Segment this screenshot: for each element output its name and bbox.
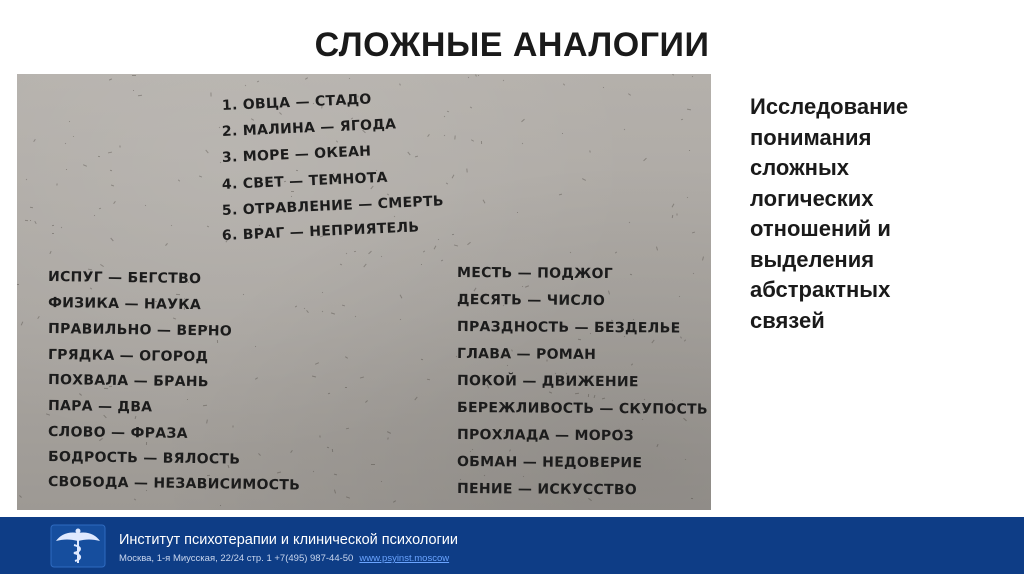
analogy-item: БОДРОСТЬ — ВЯЛОСТЬ [47,449,241,468]
paper-speck [525,285,529,287]
paper-speck [305,77,308,80]
paper-speck [466,168,467,172]
paper-speck [629,222,630,223]
paper-speck [691,498,693,499]
paper-speck [588,394,589,397]
paper-speck [296,170,298,171]
paper-speck [588,498,592,501]
paper-speck [220,162,221,163]
paper-speck [334,474,337,476]
paper-speck [365,400,368,403]
paper-speck [656,444,658,447]
description-line: абстрактных [750,277,891,302]
paper-speck [400,319,401,320]
institute-name: Институт психотерапии и клинической психологии [119,532,459,548]
paper-speck [332,449,333,452]
numbered-analogy-item: 2. МАЛИНА — ЯГОДА [221,116,397,140]
paper-speck [342,305,345,307]
paper-speck [354,251,356,252]
description-line: понимания [750,124,872,150]
paper-speck [470,451,471,452]
paper-speck [434,245,437,249]
analogy-item: СВОБОДА — НЕЗАВИСИМОСТЬ [47,474,301,494]
paper-speck [644,399,645,400]
paper-speck [73,136,74,137]
paper-speck [100,264,104,267]
paper-speck [371,464,375,465]
analogy-item: ОБМАН — НЕДОВЕРИЕ [456,454,643,472]
paper-speck [615,251,617,253]
paper-speck [291,191,294,192]
paper-speck [381,256,382,257]
paper-speck [394,216,395,217]
paper-speck [421,359,423,361]
paper-speck [454,135,455,139]
paper-speck [562,133,563,134]
paper-speck [522,286,523,287]
paper-speck [470,106,472,108]
paper-speck [549,391,552,393]
paper-speck [387,431,391,434]
paper-speck [334,489,336,493]
paper-speck [110,238,113,242]
paper-speck [66,169,67,170]
analogy-item: МЕСТЬ — ПОДЖОГ [456,265,614,283]
analogy-item: ПАРА — ДВА [47,398,153,416]
paper-speck [642,419,643,420]
paper-speck [683,418,687,421]
paper-speck [363,264,366,268]
paper-speck [199,175,202,177]
paper-speck [441,260,443,262]
paper-speck [400,294,403,298]
paper-speck [187,399,188,400]
paper-speck [61,227,62,228]
paper-speck [522,143,523,144]
paper-speck [257,81,259,83]
address-text: Москва, 1-я Миусская, 22/24 стр. 1 +7(495) 987-44-50 [119,553,354,564]
numbered-analogy-item: 5. ОТРАВЛЕНИЕ — СМЕРТЬ [221,193,445,219]
paper-speck [602,398,605,400]
paper-speck [25,220,28,221]
analogy-item: СЛОВО — ФРАЗА [47,424,188,442]
paper-speck [17,284,19,285]
paper-speck [444,116,445,117]
paper-speck [290,450,293,453]
paper-speck [689,150,690,151]
paper-speck [98,156,100,157]
paper-speck [245,85,246,86]
paper-speck [232,425,233,427]
paper-speck [693,273,694,274]
paper-speck [475,74,477,76]
paper-speck [279,112,282,115]
paper-speck [251,118,254,120]
paper-speck [113,201,116,204]
paper-speck [312,375,316,377]
paper-speck [26,179,27,180]
paper-speck [471,139,474,141]
analogy-item: ПРОХЛАДА — МОРОЗ [456,427,634,445]
paper-speck [110,170,112,172]
paper-speck [589,150,590,152]
paper-speck [368,251,372,254]
analogy-item: ПЕНИЕ — ИСКУССТВО [456,481,638,499]
paper-speck [454,244,458,246]
analogy-item: ПРАВИЛЬНО — ВЕРНО [47,321,233,340]
paper-speck [203,405,207,406]
paper-speck [315,362,319,364]
paper-speck [30,207,33,209]
paper-speck [608,290,610,294]
paper-speck [393,500,396,502]
paper-speck [319,435,320,437]
paper-speck [349,78,350,79]
paper-speck [681,119,683,121]
paper-speck [306,310,309,313]
paper-speck [680,336,682,338]
paper-speck [421,264,422,265]
paper-speck [575,393,579,395]
paper-speck [692,76,693,77]
paper-speck [427,134,430,137]
analogy-item: ГРЯДКА — ОГОРОД [47,347,209,366]
description-line: логических [750,185,874,211]
paper-speck [345,356,348,358]
paper-speck [49,251,51,254]
footer-bar [0,517,1024,574]
paper-speck [331,312,335,314]
paper-speck [99,208,101,210]
analogy-item: ИСПУГ — БЕГСТВО [47,269,202,288]
paper-speck [220,505,221,506]
paper-speck [559,194,562,196]
paper-speck [109,78,112,80]
description-text [750,92,1000,336]
paper-speck [346,253,347,254]
paper-speck [33,139,36,142]
paper-speck [360,376,364,378]
paper-speck [134,498,136,500]
paper-speck [570,252,571,253]
paper-speck [340,264,342,266]
paper-speck [52,225,54,226]
paper-speck [30,220,31,221]
paper-speck [111,185,114,187]
paper-speck [423,250,425,252]
paper-speck [603,87,604,88]
paper-speck [651,340,654,344]
paper-speck [255,346,256,347]
numbered-analogy-item: 6. ВРАГ — НЕПРИЯТЕЛЬ [221,219,420,244]
paper-speck [258,453,261,456]
paper-speck [387,437,389,439]
paper-speck [521,119,525,122]
paper-speck [415,156,418,158]
paper-speck [108,152,112,154]
paper-speck [19,495,22,498]
paper-speck [34,221,36,224]
paper-speck [336,140,338,142]
paper-speck [176,294,180,295]
paper-speck [132,75,136,76]
description-line: связей [750,307,825,333]
numbered-analogy-item: 3. МОРЕ — ОКЕАН [221,143,372,166]
paper-speck [322,292,323,293]
paper-speck [684,339,686,341]
paper-speck [205,150,208,154]
paper-speck [631,363,633,365]
paper-speck [478,75,479,76]
paper-speck [313,471,314,472]
paper-speck [79,393,82,396]
paper-speck [702,256,704,260]
analogy-item: ПОКОЙ — ДВИЖЕНИЕ [456,373,639,391]
paper-speck [687,109,691,111]
paper-speck [37,316,40,319]
paper-speck [484,475,485,476]
numbered-analogy-item: 4. СВЕТ — ТЕМНОТА [221,169,389,193]
paper-speck [628,93,631,96]
paper-speck [517,212,518,213]
paper-speck [146,442,147,445]
paper-speck [578,339,581,340]
paper-speck [171,225,172,226]
paper-speck [676,213,677,215]
paper-speck [346,428,349,430]
paper-speck [438,239,439,240]
website-link[interactable]: www.psyinst.moscow [359,553,450,564]
paper-speck [138,95,142,96]
paper-speck [277,472,281,474]
paper-speck [304,308,305,309]
paper-speck [447,111,449,113]
paper-speck [507,365,508,366]
analogy-item: ПОХВАЛА — БРАНЬ [47,372,209,391]
paper-speck [173,317,176,319]
paper-speck [563,83,565,85]
analogy-item: ФИЗИКА — НАУКА [47,295,202,314]
description-line: сложных [750,155,849,180]
paper-speck [346,496,350,498]
paper-speck [643,158,647,161]
paper-speck [399,83,401,85]
paper-speck [427,379,430,381]
paper-speck [178,179,180,181]
paper-speck [679,296,680,297]
paper-speck [207,226,209,228]
paper-speck [509,449,511,451]
paper-speck [219,127,220,128]
numbered-analogy-item: 1. ОВЦА — СТАДО [221,91,372,114]
paper-speck [210,92,211,96]
paper-speck [630,274,632,275]
paper-speck [452,174,455,178]
paper-speck [255,377,258,380]
paper-speck [133,90,134,91]
slide-title: СЛОЖНЫЕ АНАЛОГИИ [314,26,710,64]
description-line: выделения [750,246,875,272]
paper-speck [472,449,473,450]
paper-speck [119,145,120,147]
institute-address [119,553,449,564]
paper-speck [444,135,445,136]
analogies-photo [17,74,711,510]
paper-speck [474,288,477,292]
paper-speck [103,415,106,419]
paper-speck [83,164,87,167]
paper-speck [523,476,524,477]
paper-speck [328,393,330,394]
description-line: Исследование [750,94,909,119]
analogy-item: ДЕСЯТЬ — ЧИСЛО [456,292,606,310]
paper-speck [295,306,297,308]
paper-speck [65,143,66,144]
paper-speck [685,459,686,460]
paper-speck [582,178,586,181]
paper-speck [90,287,92,289]
paper-speck [446,183,448,185]
institute-logo [50,523,106,569]
paper-speck [69,121,70,122]
paper-speck [414,397,417,401]
paper-speck [243,294,244,295]
analogy-item: ГЛАВА — РОМАН [456,346,597,363]
paper-speck [145,205,146,206]
paper-speck [345,387,347,388]
paper-speck [483,200,486,204]
paper-speck [407,152,410,156]
paper-speck [94,215,95,216]
analogy-item: БЕРЕЖЛИВОСТЬ — СКУПОСТЬ [456,400,708,418]
description-line: отношений и [750,216,891,241]
paper-speck [467,242,471,245]
paper-speck [468,77,469,78]
paper-speck [206,419,208,423]
paper-speck [291,196,292,197]
paper-speck [135,416,137,419]
paper-speck [460,479,461,480]
paper-speck [322,311,323,312]
paper-speck [687,197,688,198]
paper-speck [452,234,454,235]
paper-speck [481,141,482,144]
analogy-item: ПРАЗДНОСТЬ — БЕЗДЕЛЬЕ [456,319,681,337]
paper-speck [21,321,24,325]
paper-speck [672,74,674,76]
paper-speck [624,129,625,130]
paper-speck [327,447,329,448]
paper-speck [355,316,356,317]
paper-speck [692,232,695,234]
paper-speck [503,80,504,81]
paper-speck [217,340,218,343]
paper-speck [672,204,675,208]
paper-speck [52,233,54,234]
paper-speck [381,481,382,482]
paper-speck [56,183,57,185]
paper-speck [672,215,674,218]
paper-speck [594,395,596,398]
paper-speck [656,246,658,250]
paper-speck [165,243,168,246]
